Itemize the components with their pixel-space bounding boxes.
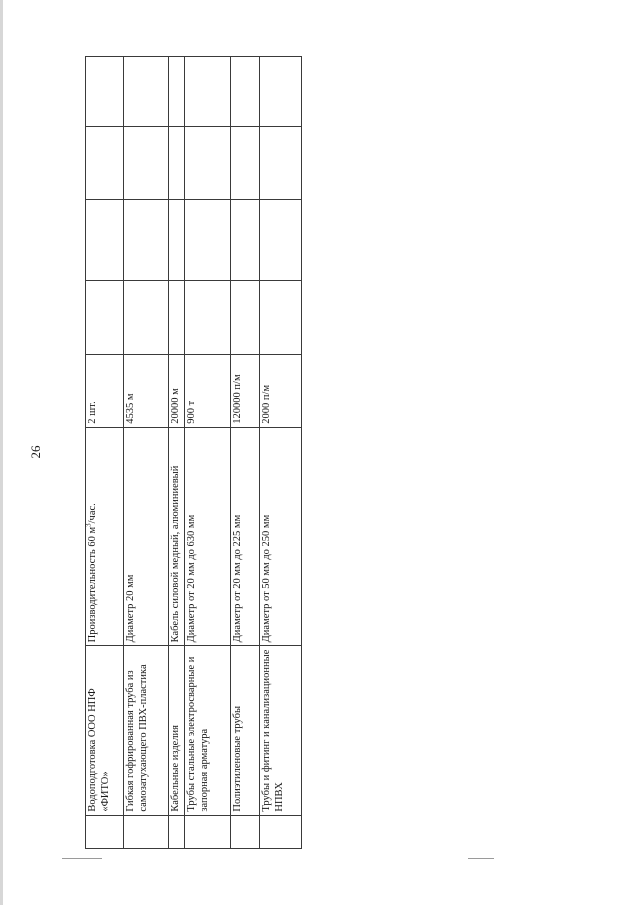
quantity-cell: 2 шт. [86,354,124,427]
empty-cell [169,127,185,200]
material-name-cell: Полиэтиленовые трубы [231,646,260,815]
table-row [124,57,169,849]
quantity-cell: 120000 п/м [231,354,260,427]
empty-cell [260,280,302,354]
empty-cell [124,57,169,127]
empty-cell [86,280,124,354]
row-number-cell [169,815,185,848]
materials-table [85,56,302,849]
empty-cell [231,200,260,280]
material-spec-cell: Диаметр от 20 мм до 630 мм [185,427,231,646]
row-number-cell [185,815,231,848]
material-spec-cell: Кабель силовой медный, алюминиевый [169,427,185,646]
empty-cell [185,200,231,280]
quantity-cell: 4535 м [124,354,169,427]
empty-cell [185,127,231,200]
table-row [185,57,231,849]
scan-speck [468,858,494,859]
row-number-cell [86,815,124,848]
material-spec-cell: Диаметр от 20 мм до 225 мм [231,427,260,646]
spec-superscript: 3 [84,523,93,527]
material-spec-cell [86,427,124,646]
empty-cell [124,127,169,200]
table-row [231,57,260,849]
material-name-cell: Гибкая гофрированная труба из самозатухающего ПВХ-пластика [124,646,169,815]
spec-tail-text: /час. [87,503,98,524]
material-name-cell: Трубы стальные электросварные и запорная арматура [185,646,231,815]
empty-cell [185,280,231,354]
empty-cell [231,127,260,200]
quantity-cell: 2000 п/м [260,354,302,427]
material-spec-cell: Диаметр 20 мм [124,427,169,646]
table-row [86,57,124,849]
material-name-cell: Трубы и фитинг и канализационные НПВХ [260,646,302,815]
row-number-cell [260,815,302,848]
spec-text: Производительность 60 м [87,526,98,643]
rotated-table-frame [85,56,301,849]
empty-cell [169,200,185,280]
empty-cell [124,200,169,280]
quantity-cell: 900 т [185,354,231,427]
quantity-cell: 20000 м [169,354,185,427]
empty-cell [260,127,302,200]
scan-speck [62,858,102,859]
empty-cell [231,280,260,354]
material-name-cell: Водоподготовка ООО НПФ «ФИТО» [86,646,124,815]
empty-cell [169,57,185,127]
empty-cell [169,280,185,354]
empty-cell [86,200,124,280]
empty-cell [260,200,302,280]
page-edge [0,0,3,905]
table-row [169,57,185,849]
material-spec-cell: Диаметр от 50 мм до 250 мм [260,427,302,646]
material-name-cell: Кабельные изделия [169,646,185,815]
table-row [260,57,302,849]
empty-cell [260,57,302,127]
page-number: 26 [28,445,43,459]
empty-cell [185,57,231,127]
table-container [85,56,301,849]
row-number-cell [124,815,169,848]
empty-cell [231,57,260,127]
empty-cell [86,127,124,200]
empty-cell [86,57,124,127]
empty-cell [124,280,169,354]
row-number-cell [231,815,260,848]
